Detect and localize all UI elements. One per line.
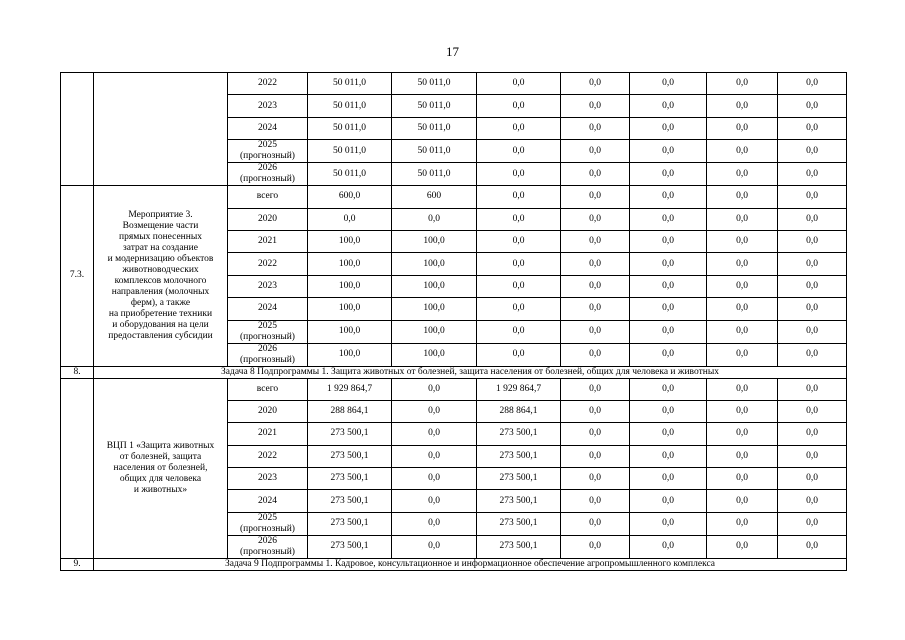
value-cell: 0,0: [477, 140, 561, 163]
value-cell: 0,0: [630, 423, 707, 445]
row-number-cell: [61, 73, 94, 186]
year-cell: [228, 535, 308, 558]
value-cell: 600,0: [308, 186, 392, 208]
year-cell: [228, 512, 308, 535]
value-cell: 273 500,1: [477, 512, 561, 535]
value-cell: 0,0: [561, 140, 630, 163]
year-label: 2023: [258, 280, 277, 291]
year-cell: [228, 163, 308, 186]
page-number: 17: [446, 44, 459, 59]
value-cell: 0,0: [561, 208, 630, 230]
budget-table: [60, 72, 847, 571]
value-cell: 0,0: [778, 117, 847, 139]
year-label: 2020: [258, 213, 277, 224]
value-cell: 0,0: [630, 186, 707, 208]
value-cell: 0,0: [707, 140, 778, 163]
value-cell: 0,0: [778, 208, 847, 230]
value-cell: 0,0: [630, 400, 707, 422]
year-note: (прогнозный): [240, 523, 295, 534]
year-cell: [228, 186, 308, 208]
year-cell: [228, 208, 308, 230]
value-cell: 0,0: [778, 343, 847, 366]
year-label: 2025: [258, 140, 277, 151]
value-cell: 0,0: [561, 186, 630, 208]
value-cell: 0,0: [707, 298, 778, 320]
year-cell: [228, 73, 308, 95]
value-cell: 0,0: [561, 423, 630, 445]
description-cell: ВЦП 1 «Защита животных от болезней, защита населения от болезней, общих для человека и животных»: [94, 378, 228, 558]
value-cell: 50 011,0: [308, 117, 392, 139]
value-cell: 50 011,0: [392, 117, 477, 139]
value-cell: 0,0: [707, 343, 778, 366]
value-cell: 0,0: [477, 230, 561, 252]
value-cell: 0,0: [707, 186, 778, 208]
value-cell: 273 500,1: [477, 445, 561, 467]
value-cell: 50 011,0: [308, 140, 392, 163]
value-cell: 0,0: [778, 186, 847, 208]
value-cell: 0,0: [778, 275, 847, 297]
year-note: (прогнозный): [240, 331, 295, 342]
value-cell: 0,0: [392, 535, 477, 558]
year-cell: [228, 468, 308, 490]
value-cell: 0,0: [778, 320, 847, 343]
value-cell: 1 929 864,7: [477, 378, 561, 400]
row-number-cell: [61, 378, 94, 558]
year-note: (прогнозный): [240, 174, 295, 185]
value-cell: 50 011,0: [308, 95, 392, 117]
value-cell: 0,0: [707, 423, 778, 445]
value-cell: 50 011,0: [392, 140, 477, 163]
value-cell: 273 500,1: [477, 535, 561, 558]
value-cell: 273 500,1: [308, 445, 392, 467]
value-cell: 0,0: [707, 512, 778, 535]
value-cell: 0,0: [630, 140, 707, 163]
value-cell: 0,0: [630, 117, 707, 139]
value-cell: 273 500,1: [477, 490, 561, 512]
year-cell: [228, 320, 308, 343]
value-cell: 0,0: [630, 343, 707, 366]
value-cell: 0,0: [561, 378, 630, 400]
value-cell: 0,0: [778, 400, 847, 422]
year-label: 2026: [258, 163, 277, 174]
value-cell: 1 929 864,7: [308, 378, 392, 400]
task-number: 8.: [61, 366, 94, 378]
value-cell: 0,0: [477, 298, 561, 320]
task-row: [61, 558, 847, 570]
year-label: 2022: [258, 258, 277, 269]
description-cell: Мероприятие 3. Возмещение части прямых понесенных затрат на создание и модернизацию объектов животноводческих комплексов молочного направления (молочных ферм), а также на приобретение техники и оборудования на цели предоставления субсидии: [94, 186, 228, 366]
year-cell: [228, 445, 308, 467]
year-label: 2026: [258, 535, 277, 546]
value-cell: 0,0: [707, 230, 778, 252]
value-cell: 50 011,0: [308, 73, 392, 95]
task-text: Задача 8 Подпрограммы 1. Защита животных от болезней, защита населения от болезней, общих для человека и животных: [94, 366, 847, 378]
year-cell: [228, 423, 308, 445]
value-cell: 0,0: [477, 208, 561, 230]
value-cell: 0,0: [707, 535, 778, 558]
value-cell: 0,0: [707, 253, 778, 275]
year-cell: [228, 490, 308, 512]
value-cell: 0,0: [707, 445, 778, 467]
value-cell: 0,0: [392, 445, 477, 467]
year-cell: [228, 95, 308, 117]
year-label: 2022: [258, 78, 277, 89]
value-cell: 0,0: [561, 320, 630, 343]
value-cell: 0,0: [477, 320, 561, 343]
value-cell: 0,0: [561, 117, 630, 139]
value-cell: 100,0: [308, 253, 392, 275]
value-cell: 0,0: [630, 378, 707, 400]
value-cell: 0,0: [477, 73, 561, 95]
year-label: 2024: [258, 303, 277, 314]
value-cell: 0,0: [630, 95, 707, 117]
value-cell: 0,0: [707, 163, 778, 186]
value-cell: 50 011,0: [392, 163, 477, 186]
year-label: 2025: [258, 512, 277, 523]
value-cell: 0,0: [561, 535, 630, 558]
value-cell: 100,0: [392, 298, 477, 320]
value-cell: 0,0: [392, 208, 477, 230]
value-cell: 0,0: [778, 423, 847, 445]
year-label: 2024: [258, 495, 277, 506]
value-cell: 100,0: [308, 298, 392, 320]
value-cell: 0,0: [778, 163, 847, 186]
task-number: 9.: [61, 558, 94, 570]
year-cell: [228, 298, 308, 320]
value-cell: 0,0: [630, 320, 707, 343]
value-cell: 0,0: [477, 253, 561, 275]
value-cell: 100,0: [308, 320, 392, 343]
value-cell: 0,0: [561, 230, 630, 252]
value-cell: 0,0: [561, 445, 630, 467]
value-cell: 0,0: [778, 95, 847, 117]
value-cell: 0,0: [392, 378, 477, 400]
value-cell: 100,0: [392, 253, 477, 275]
value-cell: 0,0: [392, 400, 477, 422]
value-cell: 0,0: [630, 253, 707, 275]
year-label: 2021: [258, 236, 277, 247]
value-cell: 273 500,1: [308, 512, 392, 535]
value-cell: 0,0: [707, 400, 778, 422]
value-cell: 0,0: [561, 163, 630, 186]
value-cell: 0,0: [630, 445, 707, 467]
value-cell: 0,0: [630, 275, 707, 297]
year-note: (прогнозный): [240, 151, 295, 162]
value-cell: 0,0: [630, 73, 707, 95]
value-cell: 100,0: [308, 275, 392, 297]
value-cell: 0,0: [561, 490, 630, 512]
value-cell: 0,0: [561, 298, 630, 320]
value-cell: 0,0: [707, 73, 778, 95]
value-cell: 0,0: [477, 117, 561, 139]
task-text: Задача 9 Подпрограммы 1. Кадровое, консультационное и информационное обеспечение агропромышленного комплекса: [94, 558, 847, 570]
value-cell: 100,0: [308, 343, 392, 366]
value-cell: 0,0: [778, 512, 847, 535]
year-label: 2022: [258, 450, 277, 461]
value-cell: 0,0: [707, 490, 778, 512]
value-cell: 0,0: [308, 208, 392, 230]
year-cell: [228, 400, 308, 422]
value-cell: 0,0: [630, 230, 707, 252]
value-cell: 0,0: [778, 253, 847, 275]
value-cell: 0,0: [630, 208, 707, 230]
value-cell: 273 500,1: [477, 423, 561, 445]
table-row: [61, 378, 847, 400]
value-cell: 0,0: [707, 320, 778, 343]
value-cell: 273 500,1: [308, 468, 392, 490]
value-cell: 0,0: [707, 275, 778, 297]
value-cell: 0,0: [477, 343, 561, 366]
value-cell: 0,0: [477, 95, 561, 117]
year-cell: [228, 343, 308, 366]
value-cell: 288 864,1: [477, 400, 561, 422]
value-cell: 0,0: [778, 140, 847, 163]
value-cell: 0,0: [392, 423, 477, 445]
value-cell: 0,0: [392, 512, 477, 535]
value-cell: 100,0: [308, 230, 392, 252]
year-label: всего: [256, 383, 279, 394]
year-cell: [228, 275, 308, 297]
row-number-cell: 7.3.: [61, 186, 94, 366]
value-cell: 0,0: [778, 298, 847, 320]
value-cell: 0,0: [778, 378, 847, 400]
value-cell: 0,0: [630, 298, 707, 320]
value-cell: 0,0: [630, 490, 707, 512]
year-label: 2026: [258, 343, 277, 354]
year-label: 2020: [258, 406, 277, 417]
value-cell: 0,0: [392, 468, 477, 490]
value-cell: 0,0: [707, 208, 778, 230]
year-label: 2023: [258, 100, 277, 111]
value-cell: 0,0: [630, 163, 707, 186]
value-cell: 0,0: [707, 95, 778, 117]
year-note: (прогнозный): [240, 354, 295, 365]
value-cell: 0,0: [561, 468, 630, 490]
value-cell: 0,0: [630, 535, 707, 558]
year-cell: [228, 378, 308, 400]
value-cell: 0,0: [630, 468, 707, 490]
value-cell: 50 011,0: [392, 95, 477, 117]
year-cell: [228, 253, 308, 275]
value-cell: 288 864,1: [308, 400, 392, 422]
value-cell: 0,0: [477, 163, 561, 186]
year-label: 2025: [258, 320, 277, 331]
value-cell: 0,0: [707, 378, 778, 400]
value-cell: 273 500,1: [308, 490, 392, 512]
value-cell: 0,0: [561, 400, 630, 422]
year-label: 2024: [258, 122, 277, 133]
value-cell: 50 011,0: [308, 163, 392, 186]
value-cell: 0,0: [778, 535, 847, 558]
table-body: [61, 73, 847, 571]
value-cell: 100,0: [392, 230, 477, 252]
year-note: (прогнозный): [240, 546, 295, 557]
value-cell: 0,0: [707, 468, 778, 490]
year-label: всего: [256, 191, 279, 202]
table-row: [61, 186, 847, 208]
year-cell: [228, 230, 308, 252]
description-cell: [94, 73, 228, 186]
value-cell: 0,0: [630, 512, 707, 535]
year-cell: [228, 140, 308, 163]
value-cell: 0,0: [561, 95, 630, 117]
value-cell: 0,0: [477, 186, 561, 208]
value-cell: 100,0: [392, 320, 477, 343]
value-cell: 0,0: [561, 253, 630, 275]
task-row: [61, 366, 847, 378]
value-cell: 0,0: [561, 275, 630, 297]
value-cell: 0,0: [778, 490, 847, 512]
value-cell: 600: [392, 186, 477, 208]
value-cell: 0,0: [778, 445, 847, 467]
value-cell: 100,0: [392, 275, 477, 297]
value-cell: 0,0: [778, 468, 847, 490]
value-cell: 0,0: [561, 73, 630, 95]
year-cell: [228, 117, 308, 139]
value-cell: 0,0: [477, 275, 561, 297]
year-label: 2023: [258, 473, 277, 484]
value-cell: 273 500,1: [477, 468, 561, 490]
value-cell: 273 500,1: [308, 535, 392, 558]
value-cell: 0,0: [778, 73, 847, 95]
year-label: 2021: [258, 428, 277, 439]
value-cell: 273 500,1: [308, 423, 392, 445]
value-cell: 0,0: [561, 343, 630, 366]
value-cell: 50 011,0: [392, 73, 477, 95]
value-cell: 0,0: [707, 117, 778, 139]
value-cell: 0,0: [778, 230, 847, 252]
value-cell: 100,0: [392, 343, 477, 366]
value-cell: 0,0: [561, 512, 630, 535]
table-row: [61, 73, 847, 95]
value-cell: 0,0: [392, 490, 477, 512]
